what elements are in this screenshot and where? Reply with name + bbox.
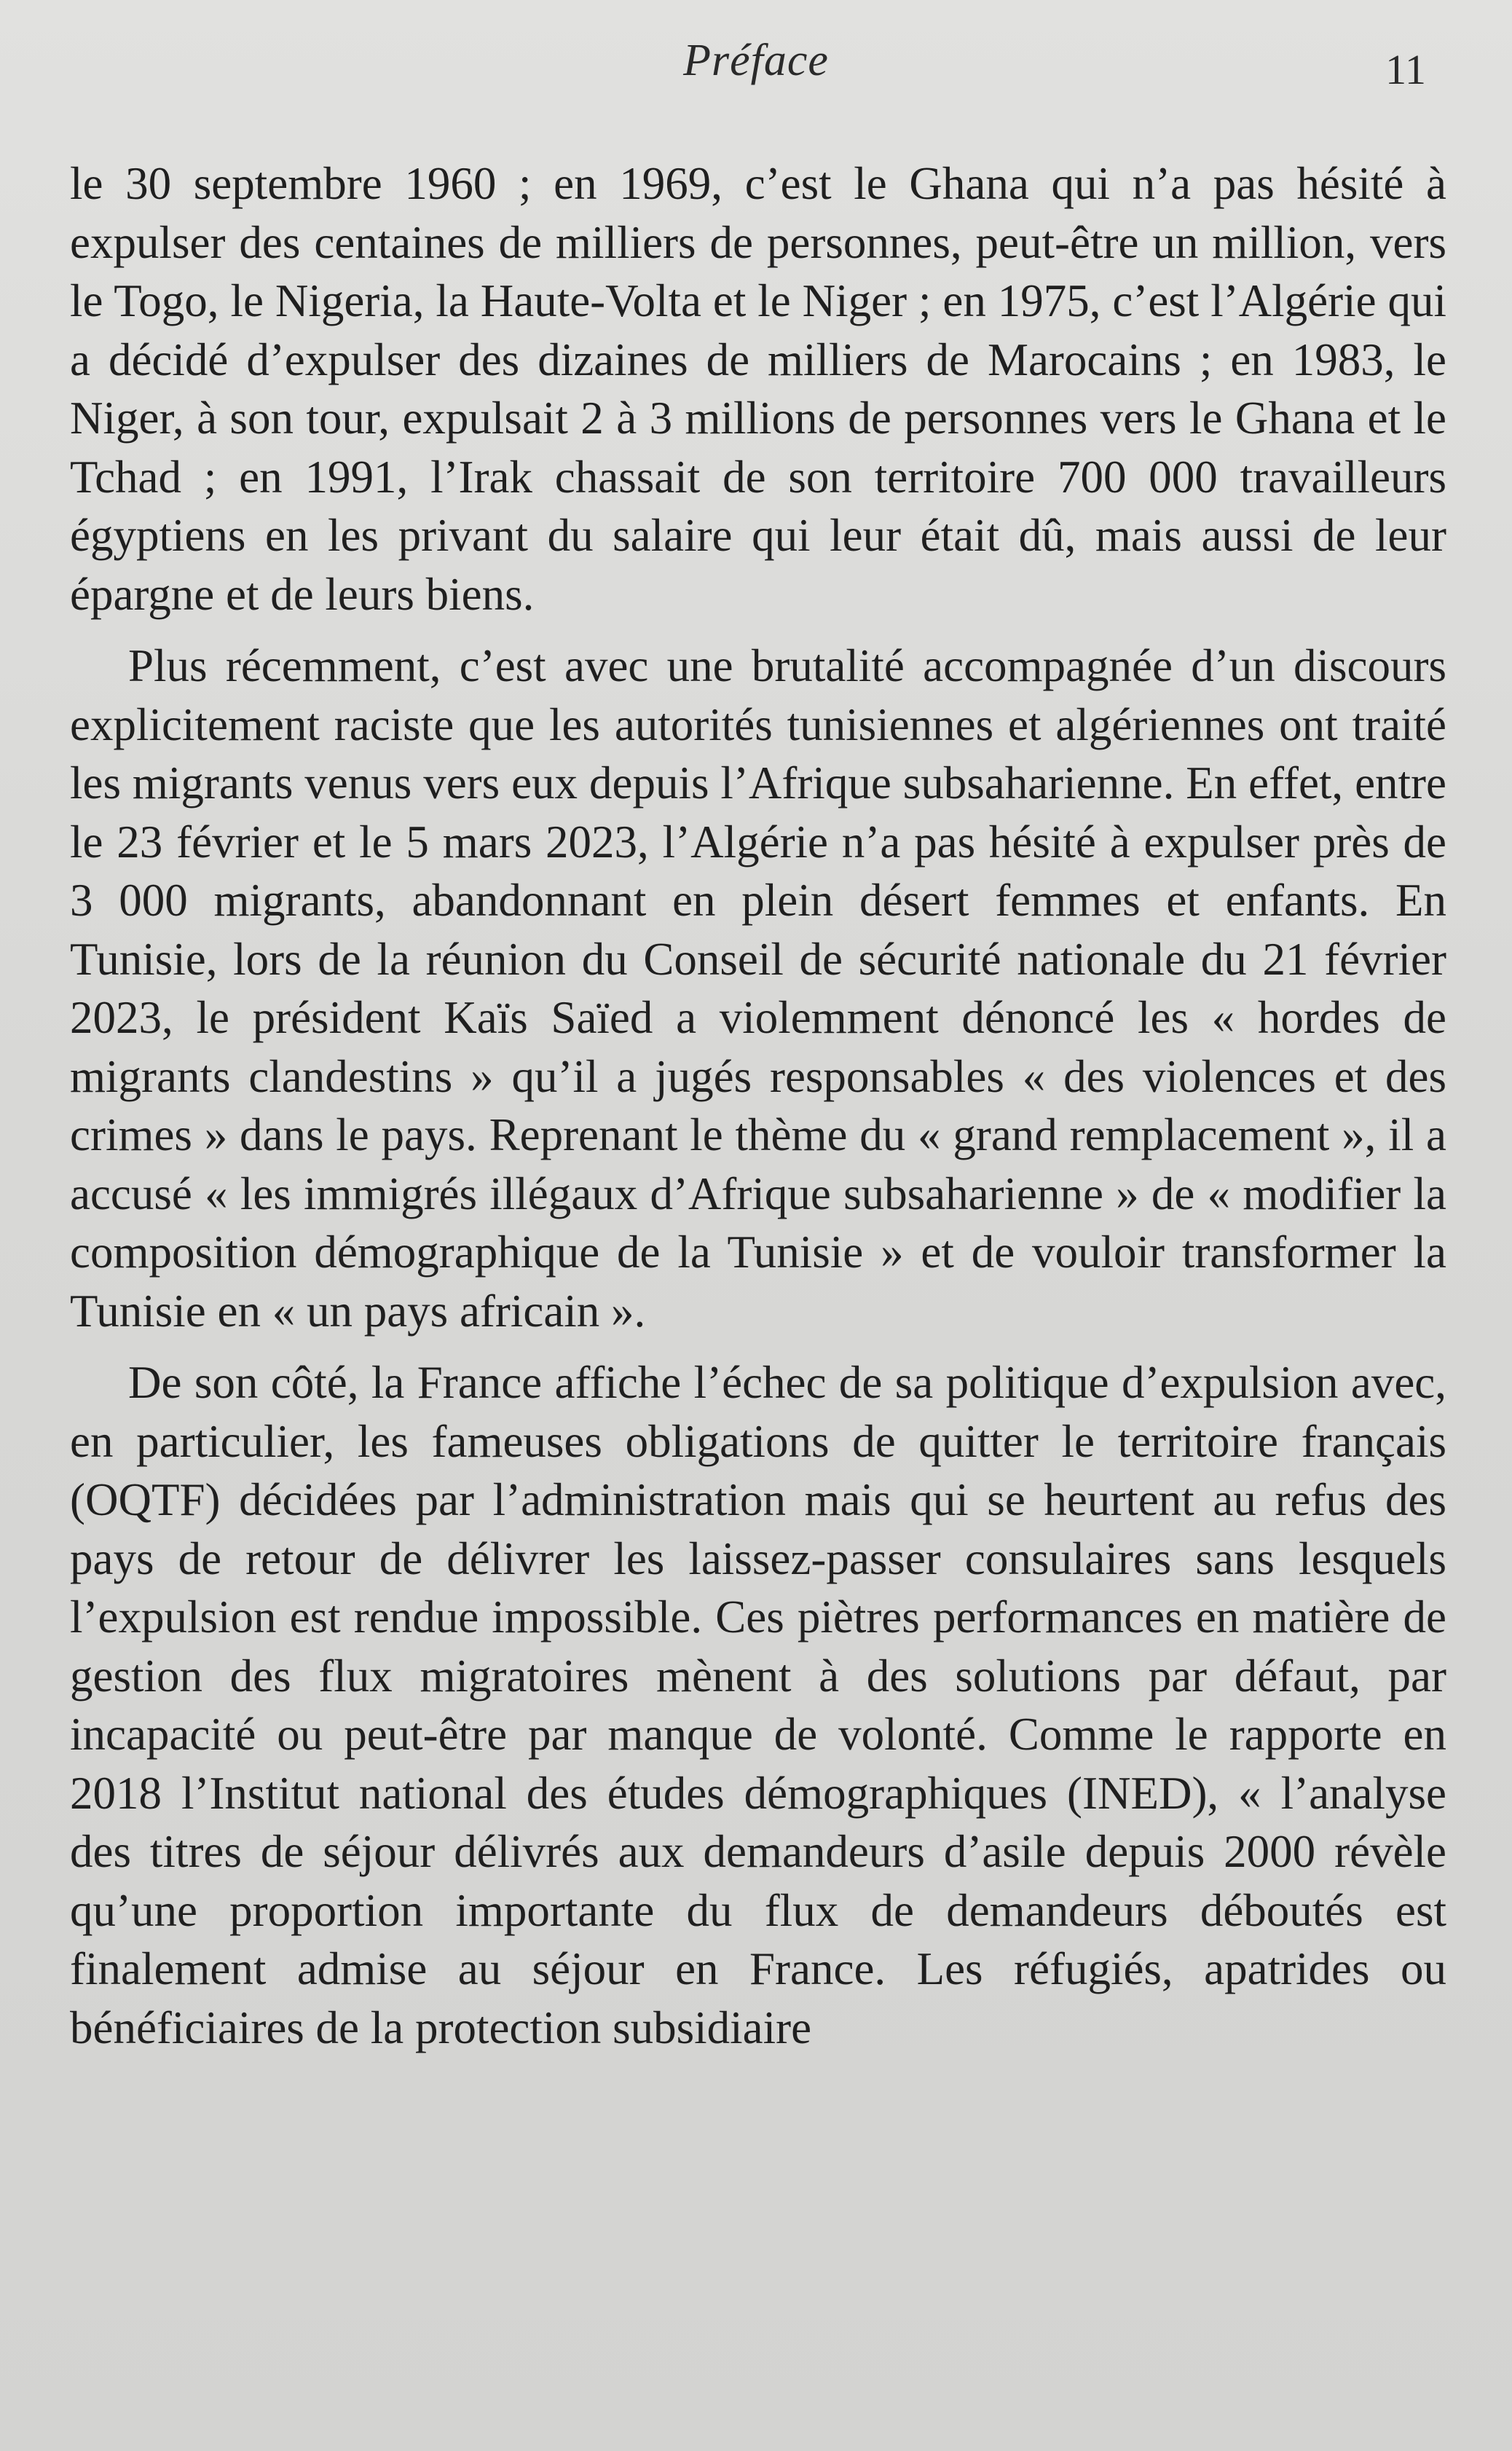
running-head <box>0 35 1512 101</box>
paragraph-3: De son côté, la France affiche l’échec de sa politique d’expulsion avec, en particulier, les fameuses obligations de quitter le territoire français (OQTF) décidées par l’administration mais qui se heurtent au refus des pays de retour de délivrer les laissez-passer consulaires sans lesquels l’expulsion est rendue impossible. Ces piètres performances en matière de gestion des flux migratoires mènent à des solutions par défaut, par incapacité ou peut-être par manque de volonté. Comme le rapporte en 2018 l’Institut national des études démographiques (INED), « l’analyse des titres de séjour délivrés aux demandeurs d’asile depuis 2000 révèle qu’une proportion importante du flux de demandeurs déboutés est finalement admise au séjour en France. Les réfugiés, apatrides ou bénéficiaires de la protection subsidiaire <box>70 1357 1446 2053</box>
page-number: 11 <box>1385 46 1426 93</box>
paragraph-2: Plus récemment, c’est avec une brutalité accompagnée d’un discours explicitement raciste que les autorités tunisiennes et algériennes ont traité les migrants venus vers eux depuis l’Afrique subsaharienne. En effet, entre le 23 février et le 5 mars 2023, l’Algérie n’a pas hésité à expulser près de 3 000 migrants, abandonnant en plein désert femmes et enfants. En Tunisie, lors de la réunion du Conseil de sécurité nationale du 21 février 2023, le président Kaïs Saïed a violemment dénoncé les « hordes de migrants clandestins » qu’il a jugés responsables « des violences et des crimes » dans le pays. Reprenant le thème du « grand remplacement », il a accusé « les immigrés illégaux d’Afrique subsaharienne » de « modifier la composition démographique de la Tunisie » et de vouloir transformer la Tunisie en « un pays africain ». <box>70 640 1446 1337</box>
running-title: Préface <box>683 36 829 85</box>
paragraph-1: le 30 septembre 1960 ; en 1969, c’est le Ghana qui n’a pas hésité à expulser des centaines de milliers de personnes, peut-être un million, vers le Togo, le Nigeria, la Haute-Volta et le Niger ; en 1975, c’est l’Algérie qui a décidé d’expulser des dizaines de milliers de Marocains ; en 1983, le Niger, à son tour, expulsait 2 à 3 millions de personnes vers le Ghana et le Tchad ; en 1991, l’Irak chassait de son territoire 700 000 travailleurs égyptiens en les privant du salaire qui leur était dû, mais aussi de leur épargne et de leurs biens. <box>70 158 1446 620</box>
body-text <box>70 154 1446 2070</box>
